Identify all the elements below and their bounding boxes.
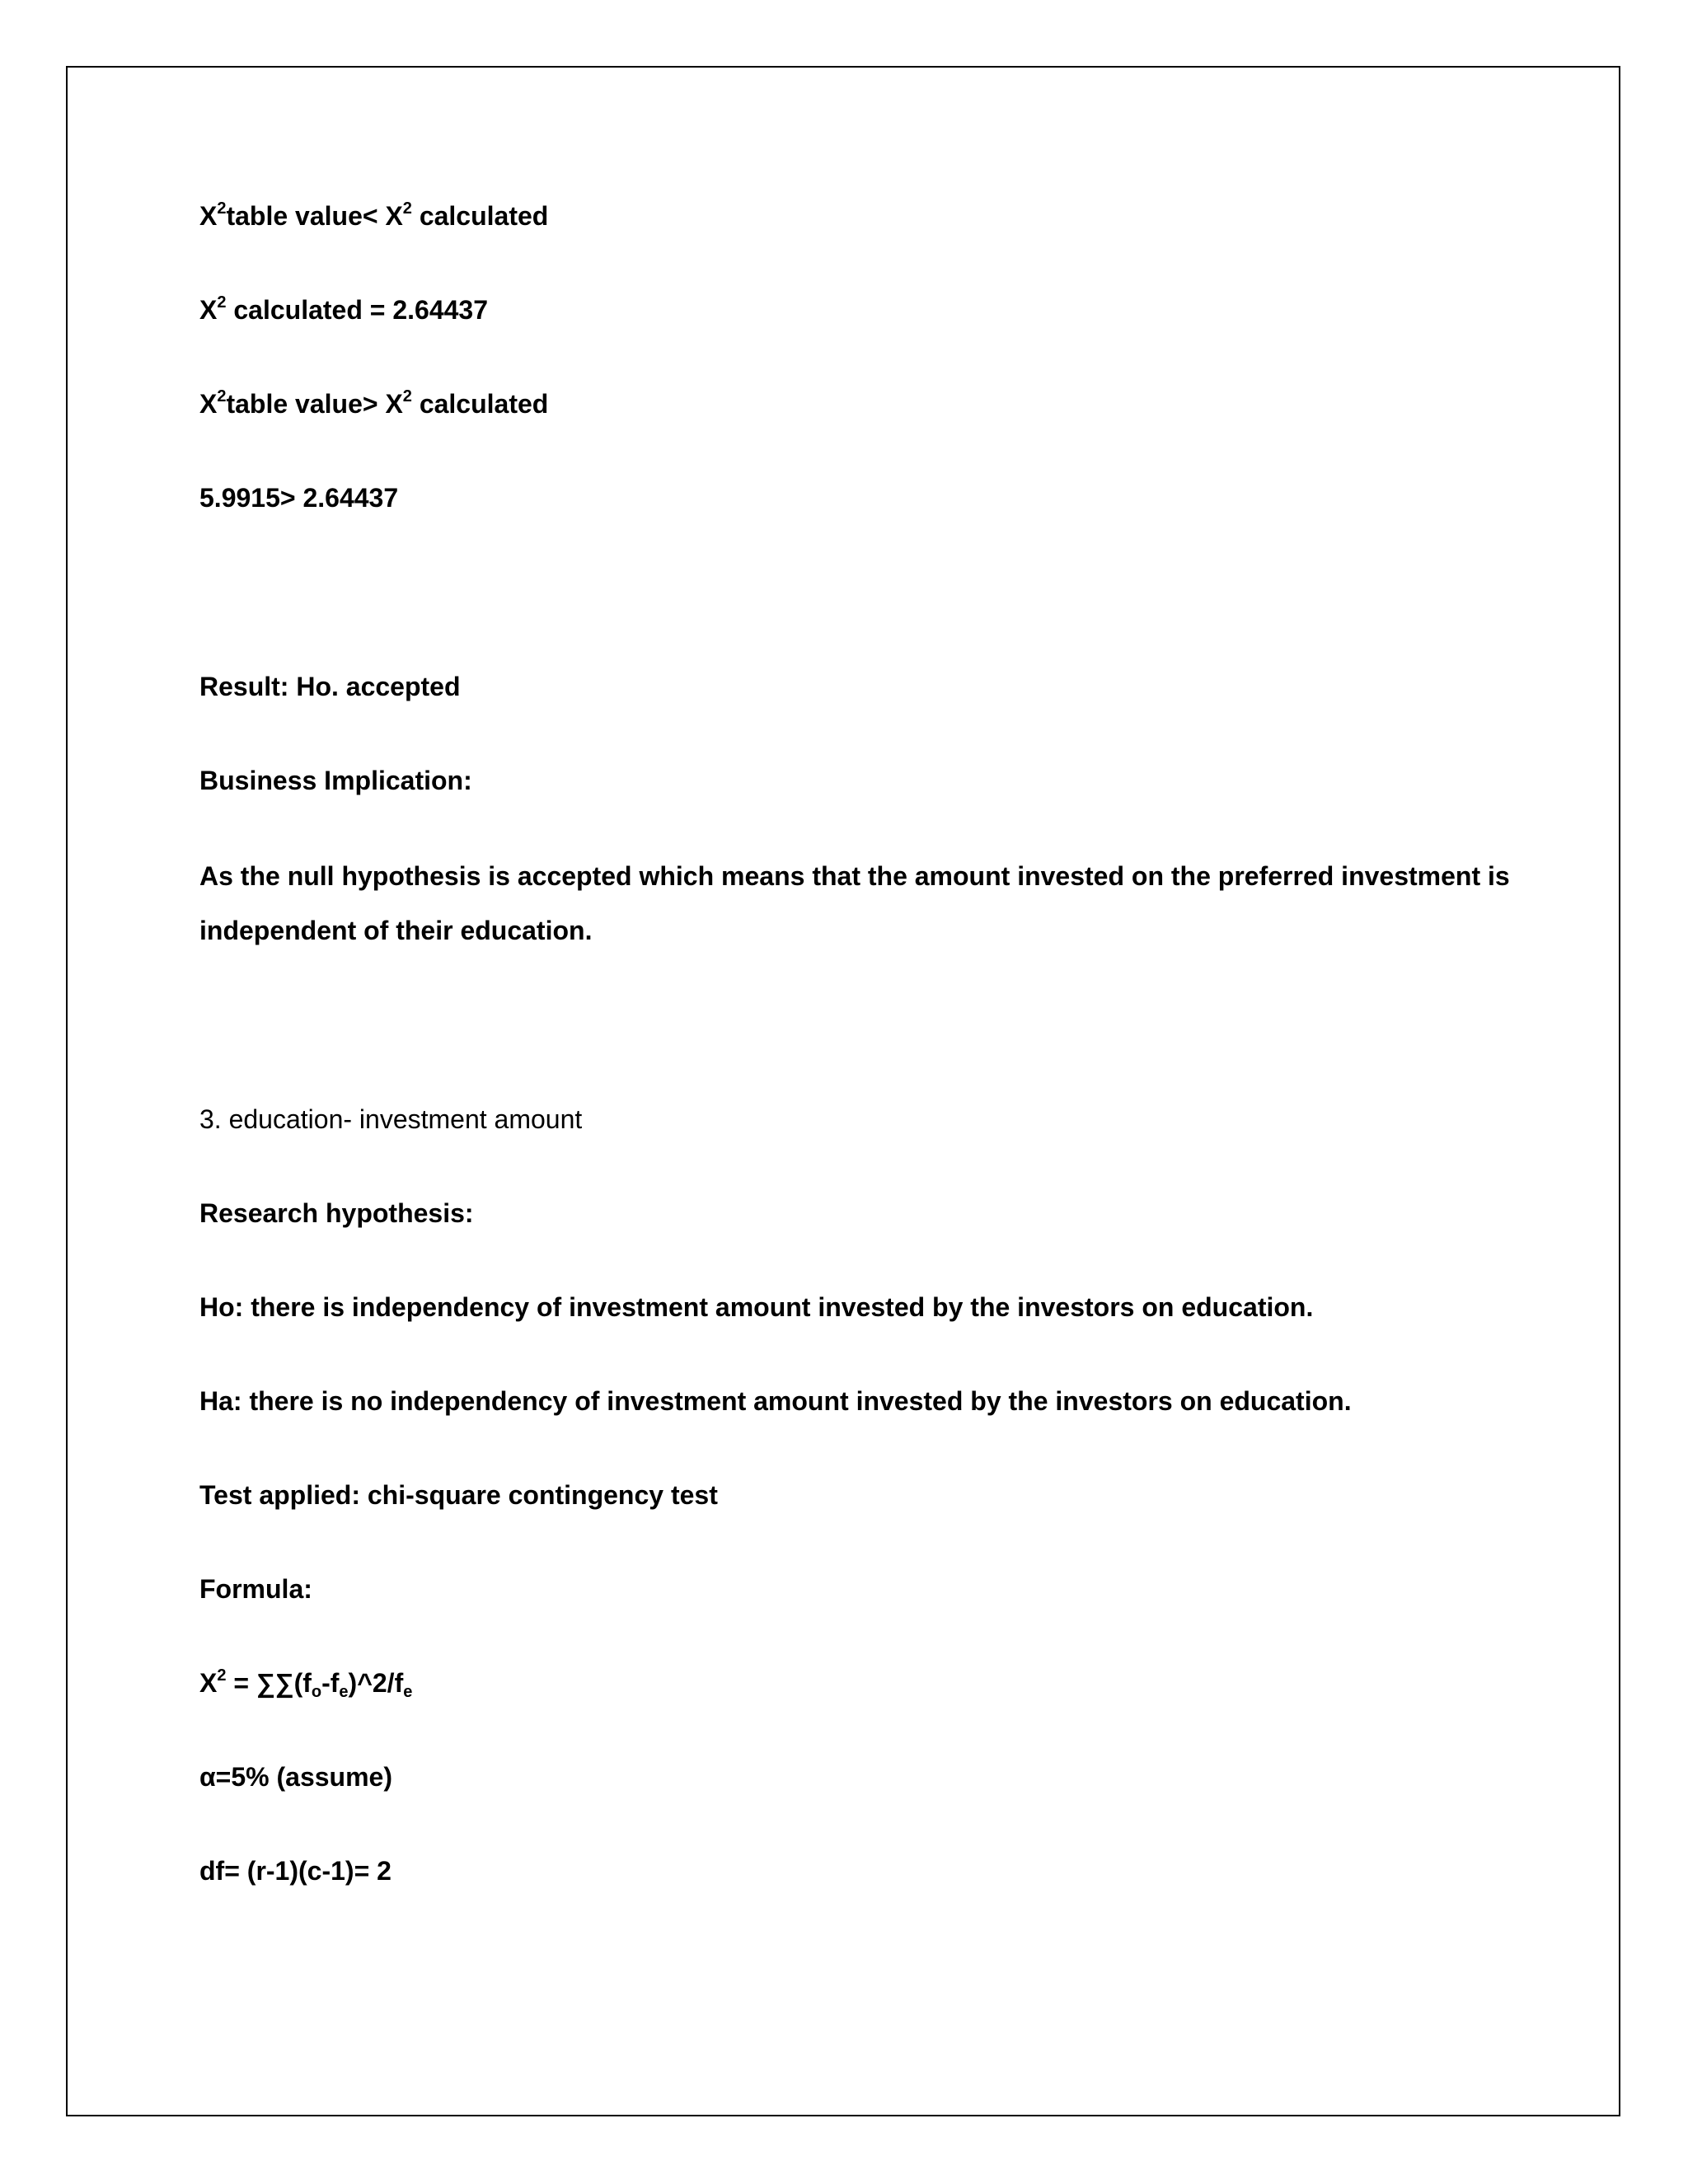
section-title: 3. education- investment amount <box>199 1104 583 1134</box>
degrees-of-freedom: df= (r-1)(c-1)= 2 <box>199 1856 392 1886</box>
value-comparison: 5.9915> 2.64437 <box>199 483 399 513</box>
research-hypothesis-heading: Research hypothesis: <box>199 1198 474 1228</box>
chi-square-calculated: $X^2$ calculated = 2.64437 <box>199 293 489 325</box>
page-border <box>66 66 1620 2116</box>
result-line: Result: Ho. accepted <box>199 672 461 701</box>
chi-square-comparison-2: $X^2table$ value> $X^2$ calculated <box>199 387 549 419</box>
null-hypothesis: Ho: there is independency of investment amount invested by the investors on education. <box>199 1292 1314 1322</box>
formula: $X^2$ = $\sum\sum(f_o-f_e)\^{}2/f_e$ <box>199 1666 413 1701</box>
chi-square-comparison-1: $X^2table$ value< $X^2$ calculated <box>199 199 549 231</box>
business-implication-heading: Business Implication: <box>199 766 472 795</box>
test-applied: Test applied: chi-square contingency test <box>199 1480 718 1510</box>
alternative-hypothesis: Ha: there is no independency of investment amount invested by the investors on education. <box>199 1386 1352 1416</box>
business-implication-text: As the null hypothesis is accepted which means that the amount invested on the preferred investment is independent of their education. <box>199 861 1510 945</box>
formula-heading: Formula: <box>199 1574 312 1604</box>
alpha-level: α=5% (assume) <box>199 1762 392 1792</box>
